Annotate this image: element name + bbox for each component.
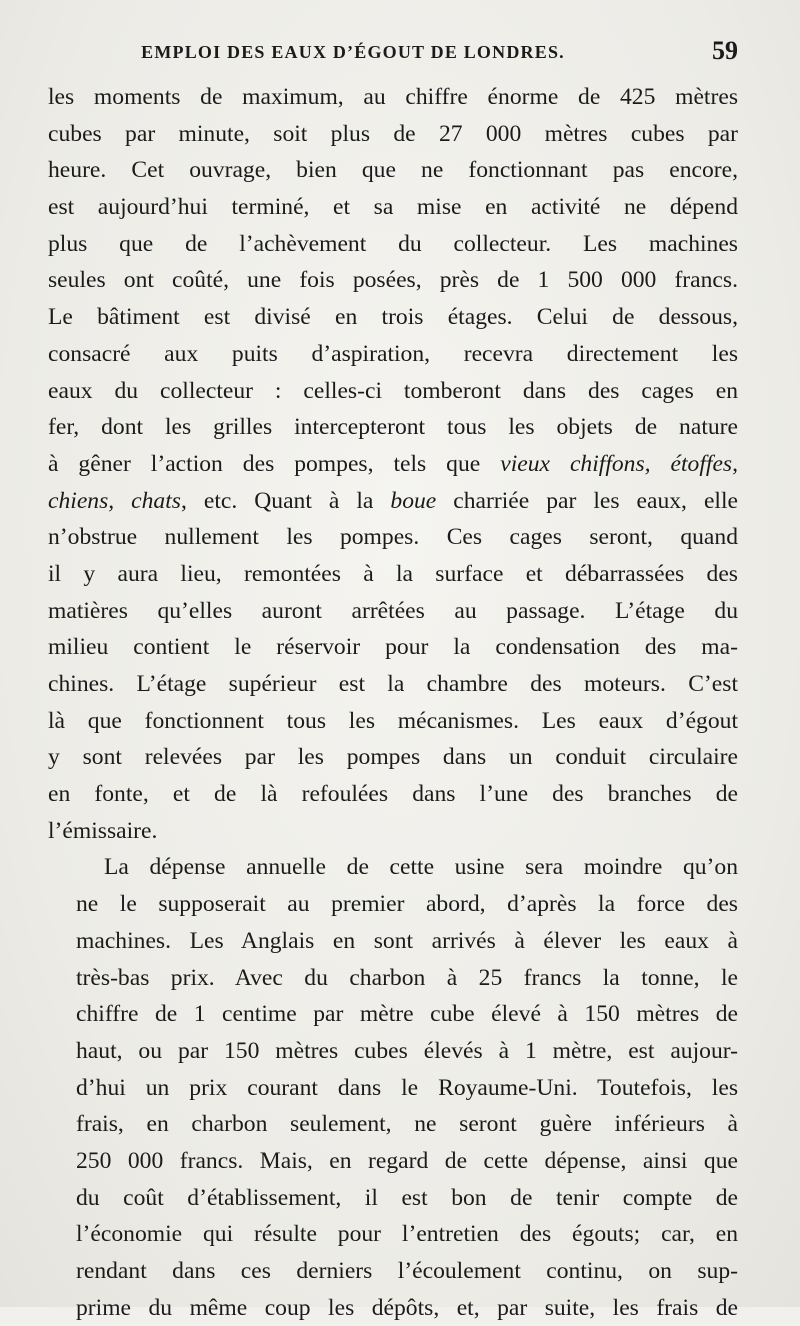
text-line: matières qu’elles auront arrêtées au passage. L’étage du	[48, 597, 738, 624]
text-run: charriée par les eaux, elle	[436, 487, 738, 514]
text-line: chiffre de 1 centime par mètre cube élevé à 150 mètres de	[76, 1001, 738, 1028]
text-line: chines. L’étage supérieur est la chambre des moteurs. C’est	[48, 671, 738, 697]
text-line: n’obstrue nullement les pompes. Ces cages seront, quand	[48, 524, 738, 551]
text-line: fer, dont les grilles intercepteront tous les objets de nature	[48, 414, 738, 441]
running-head	[48, 36, 738, 70]
text-line: Le bâtiment est divisé en trois étages. Celui de dessous,	[48, 304, 738, 331]
body-text	[48, 79, 738, 1326]
text-line: rendant dans ces derniers l’écoulement continu, on sup-	[76, 1258, 738, 1284]
text-line: il y aura lieu, remontées à la surface et débarrassées des	[48, 560, 738, 587]
text-line: haut, ou par 150 mètres cubes élevés à 1 mètre, est aujour-	[76, 1037, 738, 1064]
text-line: cubes par minute, soit plus de 27 000 mètres cubes par	[48, 120, 738, 147]
text-line: très-bas prix. Avec du charbon à 25 francs la tonne, le	[76, 964, 738, 991]
text-line: frais, en charbon seulement, ne seront guère inférieurs à	[76, 1111, 738, 1138]
text-line-mixed	[48, 446, 738, 483]
paragraph-1	[48, 79, 738, 849]
text-line: consacré aux puits d’aspiration, recevra directement les	[48, 340, 738, 367]
italic-run: vieux chiffons, étoffes,	[500, 450, 738, 477]
text-line: y sont relevées par les pompes dans un conduit circulaire	[48, 744, 738, 771]
running-title: EMPLOI DES EAUX D’ÉGOUT DE LONDRES.	[141, 42, 565, 62]
text-line: 250 000 francs. Mais, en regard de cette dépense, ainsi que	[76, 1147, 738, 1174]
text-line-mixed	[48, 483, 738, 520]
text-line: en fonte, et de là refoulées dans l’une des branches de	[48, 781, 738, 808]
text-line: milieu contient le réservoir pour la condensation des ma-	[48, 634, 738, 661]
text-line: les moments de maximum, au chiffre énorme de 425 mètres	[48, 84, 738, 110]
text-line: seules ont coûté, une fois posées, près de 1 500 000 francs.	[48, 267, 738, 294]
text-line: est aujourd’hui terminé, et sa mise en activité ne dépend	[48, 194, 738, 221]
italic-run: boue	[390, 487, 437, 514]
text-line: machines. Les Anglais en sont arrivés à élever les eaux à	[76, 927, 738, 954]
paragraph-2	[48, 849, 738, 1326]
text-line: ne le supposerait au premier abord, d’après la force des	[76, 891, 738, 918]
text-line: La dépense annuelle de cette usine sera moindre qu’on	[104, 854, 738, 881]
text-line: d’hui un prix courant dans le Royaume-Uni. Toutefois, les	[76, 1074, 738, 1101]
text-line: plus que de l’achèvement du collecteur. Les machines	[48, 230, 738, 257]
text-line: heure. Cet ouvrage, bien que ne fonctionnant pas encore,	[48, 157, 738, 184]
text-line: là que fonctionnent tous les mécanismes. Les eaux d’égout	[48, 707, 738, 734]
italic-run: chiens, chats	[48, 487, 181, 514]
text-line: prime du même coup les dépôts, et, par suite, les frais de	[76, 1294, 738, 1321]
text-run: à gêner l’action des pompes, tels que	[48, 450, 501, 477]
text-line: l’économie qui résulte pour l’entretien des égouts; car, en	[76, 1221, 738, 1248]
text-run: , etc. Quant à la	[180, 487, 391, 514]
page-number: 59	[712, 36, 738, 65]
text-line: l’émissaire.	[48, 817, 158, 844]
text-line: du coût d’établissement, il est bon de tenir compte de	[76, 1184, 738, 1211]
text-line: eaux du collecteur : celles-ci tomberont dans des cages en	[48, 377, 738, 404]
